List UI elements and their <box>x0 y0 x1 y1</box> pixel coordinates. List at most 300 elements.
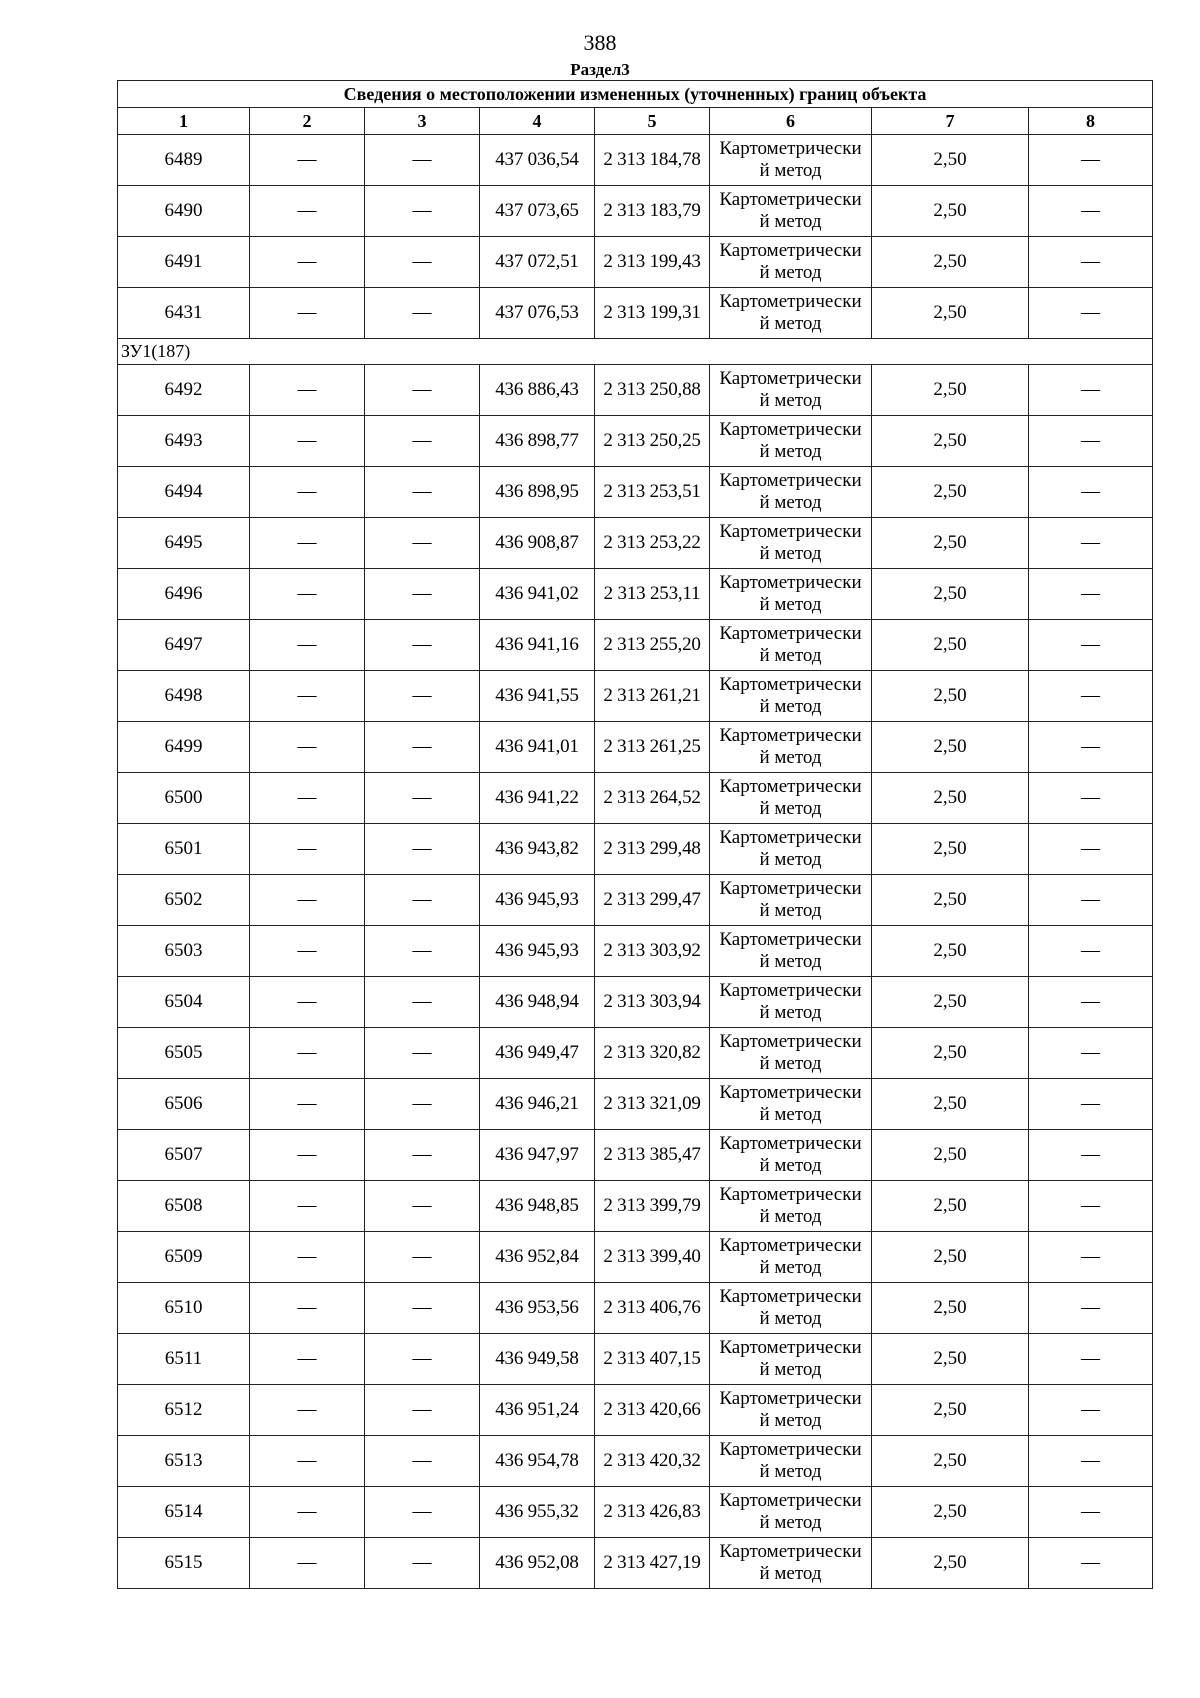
dash-cell: — <box>365 518 480 569</box>
method-line-1: Картометрически <box>719 725 862 746</box>
y-coordinate-cell: 2 313 320,82 <box>595 1028 710 1079</box>
method-cell <box>710 773 872 824</box>
point-number-cell: 6512 <box>118 1385 250 1436</box>
method-cell <box>710 1385 872 1436</box>
accuracy-cell: 2,50 <box>872 1232 1029 1283</box>
dash-cell: — <box>250 1538 365 1589</box>
accuracy-cell: 2,50 <box>872 620 1029 671</box>
dash-cell: — <box>365 365 480 416</box>
method-line-2: й метод <box>759 900 822 921</box>
method-line-2: й метод <box>759 1104 822 1125</box>
page-number: 388 <box>583 30 617 55</box>
dash-cell: — <box>365 467 480 518</box>
coordinates-table <box>117 80 1153 1589</box>
dash-cell: — <box>250 1334 365 1385</box>
accuracy-cell: 2,50 <box>872 824 1029 875</box>
x-coordinate-cell: 436 954,78 <box>480 1436 595 1487</box>
method-line-1: Картометрически <box>719 674 862 695</box>
method-line-2: й метод <box>759 849 822 870</box>
dash-cell: — <box>1029 1283 1153 1334</box>
table-row <box>118 1283 1153 1334</box>
table-row <box>118 1385 1153 1436</box>
method-line-1: Картометрически <box>719 291 862 312</box>
dash-cell: — <box>1029 1181 1153 1232</box>
table-row <box>118 1028 1153 1079</box>
method-cell <box>710 1334 872 1385</box>
y-coordinate-cell: 2 313 253,11 <box>595 569 710 620</box>
x-coordinate-cell: 436 948,94 <box>480 977 595 1028</box>
point-number-cell: 6497 <box>118 620 250 671</box>
table-row <box>118 773 1153 824</box>
method-line-2: й метод <box>759 313 822 334</box>
dash-cell: — <box>1029 977 1153 1028</box>
point-number-cell: 6514 <box>118 1487 250 1538</box>
method-cell <box>710 824 872 875</box>
accuracy-cell: 2,50 <box>872 977 1029 1028</box>
dash-cell: — <box>365 1130 480 1181</box>
table-row <box>118 1334 1153 1385</box>
dash-cell: — <box>250 1283 365 1334</box>
table-body <box>118 135 1153 1589</box>
y-coordinate-cell: 2 313 183,79 <box>595 186 710 237</box>
method-line-1: Картометрически <box>719 1490 862 1511</box>
method-line-2: й метод <box>759 1410 822 1431</box>
table-row <box>118 875 1153 926</box>
y-coordinate-cell: 2 313 184,78 <box>595 135 710 186</box>
accuracy-cell: 2,50 <box>872 1130 1029 1181</box>
table-row <box>118 288 1153 339</box>
dash-cell: — <box>365 722 480 773</box>
dash-cell: — <box>250 416 365 467</box>
accuracy-cell: 2,50 <box>872 1538 1029 1589</box>
accuracy-cell: 2,50 <box>872 569 1029 620</box>
dash-cell: — <box>250 365 365 416</box>
point-number-cell: 6500 <box>118 773 250 824</box>
x-coordinate-cell: 436 941,01 <box>480 722 595 773</box>
dash-cell: — <box>1029 365 1153 416</box>
y-coordinate-cell: 2 313 250,25 <box>595 416 710 467</box>
x-coordinate-cell: 436 951,24 <box>480 1385 595 1436</box>
point-number-cell: 6515 <box>118 1538 250 1589</box>
y-coordinate-cell: 2 313 261,25 <box>595 722 710 773</box>
method-line-2: й метод <box>759 1257 822 1278</box>
method-line-2: й метод <box>759 1308 822 1329</box>
table-row <box>118 1232 1153 1283</box>
x-coordinate-cell: 436 953,56 <box>480 1283 595 1334</box>
method-line-1: Картометрически <box>719 419 862 440</box>
dash-cell: — <box>365 1079 480 1130</box>
method-line-2: й метод <box>759 1461 822 1482</box>
point-number-cell: 6506 <box>118 1079 250 1130</box>
y-coordinate-cell: 2 313 303,94 <box>595 977 710 1028</box>
method-line-1: Картометрически <box>719 240 862 261</box>
x-coordinate-cell: 436 952,08 <box>480 1538 595 1589</box>
dash-cell: — <box>250 1436 365 1487</box>
point-number-cell: 6489 <box>118 135 250 186</box>
dash-cell: — <box>250 1028 365 1079</box>
dash-cell: — <box>250 824 365 875</box>
accuracy-cell: 2,50 <box>872 1181 1029 1232</box>
y-coordinate-cell: 2 313 199,43 <box>595 237 710 288</box>
point-number-cell: 6507 <box>118 1130 250 1181</box>
table-row <box>118 135 1153 186</box>
y-coordinate-cell: 2 313 253,22 <box>595 518 710 569</box>
dash-cell: — <box>250 1487 365 1538</box>
table-row <box>118 1436 1153 1487</box>
dash-cell: — <box>365 1436 480 1487</box>
dash-cell: — <box>250 1181 365 1232</box>
dash-cell: — <box>1029 1487 1153 1538</box>
method-cell <box>710 1130 872 1181</box>
y-coordinate-cell: 2 313 299,48 <box>595 824 710 875</box>
accuracy-cell: 2,50 <box>872 1334 1029 1385</box>
column-header: 5 <box>595 108 710 135</box>
y-coordinate-cell: 2 313 420,66 <box>595 1385 710 1436</box>
method-cell <box>710 926 872 977</box>
method-line-2: й метод <box>759 798 822 819</box>
method-line-1: Картометрически <box>719 1184 862 1205</box>
dash-cell: — <box>365 1181 480 1232</box>
dash-cell: — <box>365 875 480 926</box>
x-coordinate-cell: 436 945,93 <box>480 875 595 926</box>
method-cell <box>710 467 872 518</box>
accuracy-cell: 2,50 <box>872 1079 1029 1130</box>
column-header: 1 <box>118 108 250 135</box>
accuracy-cell: 2,50 <box>872 1436 1029 1487</box>
method-line-2: й метод <box>759 951 822 972</box>
table-row <box>118 824 1153 875</box>
method-line-2: й метод <box>759 160 822 181</box>
method-cell <box>710 186 872 237</box>
x-coordinate-cell: 436 946,21 <box>480 1079 595 1130</box>
dash-cell: — <box>365 569 480 620</box>
method-cell <box>710 518 872 569</box>
accuracy-cell: 2,50 <box>872 467 1029 518</box>
dash-cell: — <box>1029 926 1153 977</box>
y-coordinate-cell: 2 313 264,52 <box>595 773 710 824</box>
method-cell <box>710 1538 872 1589</box>
column-header: 3 <box>365 108 480 135</box>
point-number-cell: 6495 <box>118 518 250 569</box>
point-number-cell: 6504 <box>118 977 250 1028</box>
table-row <box>118 518 1153 569</box>
x-coordinate-cell: 437 073,65 <box>480 186 595 237</box>
accuracy-cell: 2,50 <box>872 1385 1029 1436</box>
accuracy-cell: 2,50 <box>872 875 1029 926</box>
point-number-cell: 6499 <box>118 722 250 773</box>
accuracy-cell: 2,50 <box>872 1283 1029 1334</box>
method-line-1: Картометрически <box>719 1082 862 1103</box>
method-cell <box>710 1028 872 1079</box>
point-number-cell: 6492 <box>118 365 250 416</box>
dash-cell: — <box>1029 518 1153 569</box>
column-header: 2 <box>250 108 365 135</box>
point-number-cell: 6493 <box>118 416 250 467</box>
dash-cell: — <box>365 773 480 824</box>
dash-cell: — <box>250 186 365 237</box>
method-cell <box>710 365 872 416</box>
y-coordinate-cell: 2 313 303,92 <box>595 926 710 977</box>
method-line-1: Картометрически <box>719 1133 862 1154</box>
column-header: 4 <box>480 108 595 135</box>
table-row <box>118 467 1153 518</box>
x-coordinate-cell: 436 898,95 <box>480 467 595 518</box>
dash-cell: — <box>250 135 365 186</box>
dash-cell: — <box>1029 135 1153 186</box>
dash-cell: — <box>365 1487 480 1538</box>
dash-cell: — <box>250 1079 365 1130</box>
y-coordinate-cell: 2 313 385,47 <box>595 1130 710 1181</box>
accuracy-cell: 2,50 <box>872 671 1029 722</box>
dash-cell: — <box>365 1334 480 1385</box>
dash-cell: — <box>250 875 365 926</box>
dash-cell: — <box>365 824 480 875</box>
y-coordinate-cell: 2 313 426,83 <box>595 1487 710 1538</box>
x-coordinate-cell: 436 952,84 <box>480 1232 595 1283</box>
method-line-2: й метод <box>759 1563 822 1584</box>
table-header-row <box>118 108 1153 135</box>
dash-cell: — <box>365 1028 480 1079</box>
accuracy-cell: 2,50 <box>872 518 1029 569</box>
x-coordinate-cell: 436 945,93 <box>480 926 595 977</box>
dash-cell: — <box>1029 773 1153 824</box>
x-coordinate-cell: 436 941,55 <box>480 671 595 722</box>
accuracy-cell: 2,50 <box>872 1028 1029 1079</box>
table-row <box>118 926 1153 977</box>
method-line-1: Картометрически <box>719 1337 862 1358</box>
column-header: 6 <box>710 108 872 135</box>
point-number-cell: 6510 <box>118 1283 250 1334</box>
dash-cell: — <box>250 569 365 620</box>
method-cell <box>710 722 872 773</box>
dash-cell: — <box>365 288 480 339</box>
dash-cell: — <box>250 288 365 339</box>
method-cell <box>710 416 872 467</box>
method-line-1: Картометрически <box>719 1286 862 1307</box>
dash-cell: — <box>365 1385 480 1436</box>
point-number-cell: 6496 <box>118 569 250 620</box>
point-number-cell: 6508 <box>118 1181 250 1232</box>
dash-cell: — <box>250 977 365 1028</box>
method-cell <box>710 1436 872 1487</box>
table-row <box>118 237 1153 288</box>
dash-cell: — <box>1029 467 1153 518</box>
method-cell <box>710 135 872 186</box>
method-line-2: й метод <box>759 645 822 666</box>
accuracy-cell: 2,50 <box>872 135 1029 186</box>
dash-cell: — <box>365 1283 480 1334</box>
y-coordinate-cell: 2 313 399,79 <box>595 1181 710 1232</box>
dash-cell: — <box>250 237 365 288</box>
method-cell <box>710 288 872 339</box>
accuracy-cell: 2,50 <box>872 288 1029 339</box>
dash-cell: — <box>1029 1334 1153 1385</box>
point-number-cell: 6490 <box>118 186 250 237</box>
dash-cell: — <box>365 237 480 288</box>
method-cell <box>710 1283 872 1334</box>
accuracy-cell: 2,50 <box>872 365 1029 416</box>
method-line-2: й метод <box>759 1359 822 1380</box>
point-number-cell: 6491 <box>118 237 250 288</box>
accuracy-cell: 2,50 <box>872 722 1029 773</box>
dash-cell: — <box>365 186 480 237</box>
table-row <box>118 416 1153 467</box>
x-coordinate-cell: 436 949,58 <box>480 1334 595 1385</box>
table-row <box>118 620 1153 671</box>
dash-cell: — <box>1029 1028 1153 1079</box>
method-line-2: й метод <box>759 492 822 513</box>
dash-cell: — <box>1029 722 1153 773</box>
dash-cell: — <box>365 620 480 671</box>
y-coordinate-cell: 2 313 420,32 <box>595 1436 710 1487</box>
method-cell <box>710 1487 872 1538</box>
dash-cell: — <box>1029 875 1153 926</box>
method-line-2: й метод <box>759 390 822 411</box>
dash-cell: — <box>250 1130 365 1181</box>
point-number-cell: 6513 <box>118 1436 250 1487</box>
dash-cell: — <box>1029 1232 1153 1283</box>
method-line-2: й метод <box>759 1206 822 1227</box>
method-cell <box>710 1181 872 1232</box>
dash-cell: — <box>250 722 365 773</box>
accuracy-cell: 2,50 <box>872 237 1029 288</box>
method-cell <box>710 671 872 722</box>
method-line-2: й метод <box>759 747 822 768</box>
method-line-2: й метод <box>759 211 822 232</box>
dash-cell: — <box>1029 416 1153 467</box>
dash-cell: — <box>1029 1538 1153 1589</box>
x-coordinate-cell: 436 948,85 <box>480 1181 595 1232</box>
dash-cell: — <box>365 926 480 977</box>
dash-cell: — <box>1029 1130 1153 1181</box>
point-number-cell: 6503 <box>118 926 250 977</box>
table-row <box>118 977 1153 1028</box>
x-coordinate-cell: 436 941,02 <box>480 569 595 620</box>
dash-cell: — <box>250 620 365 671</box>
method-line-2: й метод <box>759 1155 822 1176</box>
accuracy-cell: 2,50 <box>872 773 1029 824</box>
dash-cell: — <box>1029 1436 1153 1487</box>
dash-cell: — <box>250 467 365 518</box>
table-row <box>118 671 1153 722</box>
dash-cell: — <box>1029 1079 1153 1130</box>
y-coordinate-cell: 2 313 407,15 <box>595 1334 710 1385</box>
dash-cell: — <box>1029 186 1153 237</box>
point-number-cell: 6498 <box>118 671 250 722</box>
method-line-1: Картометрически <box>719 878 862 899</box>
y-coordinate-cell: 2 313 261,21 <box>595 671 710 722</box>
dash-cell: — <box>365 416 480 467</box>
table-row <box>118 1130 1153 1181</box>
y-coordinate-cell: 2 313 399,40 <box>595 1232 710 1283</box>
method-cell <box>710 977 872 1028</box>
method-line-1: Картометрически <box>719 189 862 210</box>
accuracy-cell: 2,50 <box>872 186 1029 237</box>
x-coordinate-cell: 436 955,32 <box>480 1487 595 1538</box>
dash-cell: — <box>365 671 480 722</box>
dash-cell: — <box>1029 288 1153 339</box>
x-coordinate-cell: 436 949,47 <box>480 1028 595 1079</box>
dash-cell: — <box>1029 237 1153 288</box>
dash-cell: — <box>1029 569 1153 620</box>
method-line-2: й метод <box>759 594 822 615</box>
table-row <box>118 1487 1153 1538</box>
accuracy-cell: 2,50 <box>872 926 1029 977</box>
x-coordinate-cell: 437 076,53 <box>480 288 595 339</box>
y-coordinate-cell: 2 313 406,76 <box>595 1283 710 1334</box>
y-coordinate-cell: 2 313 250,88 <box>595 365 710 416</box>
method-line-1: Картометрически <box>719 1235 862 1256</box>
method-cell <box>710 237 872 288</box>
method-line-2: й метод <box>759 1512 822 1533</box>
x-coordinate-cell: 436 943,82 <box>480 824 595 875</box>
y-coordinate-cell: 2 313 253,51 <box>595 467 710 518</box>
method-line-1: Картометрически <box>719 470 862 491</box>
method-line-1: Картометрически <box>719 368 862 389</box>
x-coordinate-cell: 436 886,43 <box>480 365 595 416</box>
dash-cell: — <box>250 671 365 722</box>
method-line-1: Картометрически <box>719 980 862 1001</box>
group-label: ЗУ1(187) <box>118 339 1153 365</box>
dash-cell: — <box>250 773 365 824</box>
method-cell <box>710 1079 872 1130</box>
method-cell <box>710 875 872 926</box>
x-coordinate-cell: 437 072,51 <box>480 237 595 288</box>
x-coordinate-cell: 436 941,22 <box>480 773 595 824</box>
method-line-1: Картометрически <box>719 1388 862 1409</box>
dash-cell: — <box>1029 1385 1153 1436</box>
table-row <box>118 186 1153 237</box>
table-row <box>118 365 1153 416</box>
method-line-1: Картометрически <box>719 572 862 593</box>
dash-cell: — <box>250 1232 365 1283</box>
table-row <box>118 1538 1153 1589</box>
point-number-cell: 6502 <box>118 875 250 926</box>
method-line-1: Картометрически <box>719 623 862 644</box>
method-cell <box>710 620 872 671</box>
method-line-2: й метод <box>759 1053 822 1074</box>
point-number-cell: 6505 <box>118 1028 250 1079</box>
point-number-cell: 6501 <box>118 824 250 875</box>
table-row <box>118 569 1153 620</box>
dash-cell: — <box>1029 824 1153 875</box>
dash-cell: — <box>365 135 480 186</box>
table-caption: Сведения о местоположении измененных (уточненных) границ объекта <box>118 81 1153 108</box>
x-coordinate-cell: 436 898,77 <box>480 416 595 467</box>
dash-cell: — <box>365 1538 480 1589</box>
point-number-cell: 6431 <box>118 288 250 339</box>
dash-cell: — <box>1029 671 1153 722</box>
x-coordinate-cell: 436 947,97 <box>480 1130 595 1181</box>
method-line-1: Картометрически <box>719 1439 862 1460</box>
dash-cell: — <box>250 926 365 977</box>
dash-cell: — <box>365 1232 480 1283</box>
dash-cell: — <box>250 518 365 569</box>
method-line-1: Картометрически <box>719 776 862 797</box>
dash-cell: — <box>1029 620 1153 671</box>
point-number-cell: 6509 <box>118 1232 250 1283</box>
y-coordinate-cell: 2 313 321,09 <box>595 1079 710 1130</box>
method-cell <box>710 1232 872 1283</box>
x-coordinate-cell: 436 941,16 <box>480 620 595 671</box>
dash-cell: — <box>250 1385 365 1436</box>
table-row <box>118 722 1153 773</box>
y-coordinate-cell: 2 313 427,19 <box>595 1538 710 1589</box>
group-row <box>118 339 1153 365</box>
method-line-2: й метод <box>759 441 822 462</box>
column-header: 7 <box>872 108 1029 135</box>
y-coordinate-cell: 2 313 199,31 <box>595 288 710 339</box>
